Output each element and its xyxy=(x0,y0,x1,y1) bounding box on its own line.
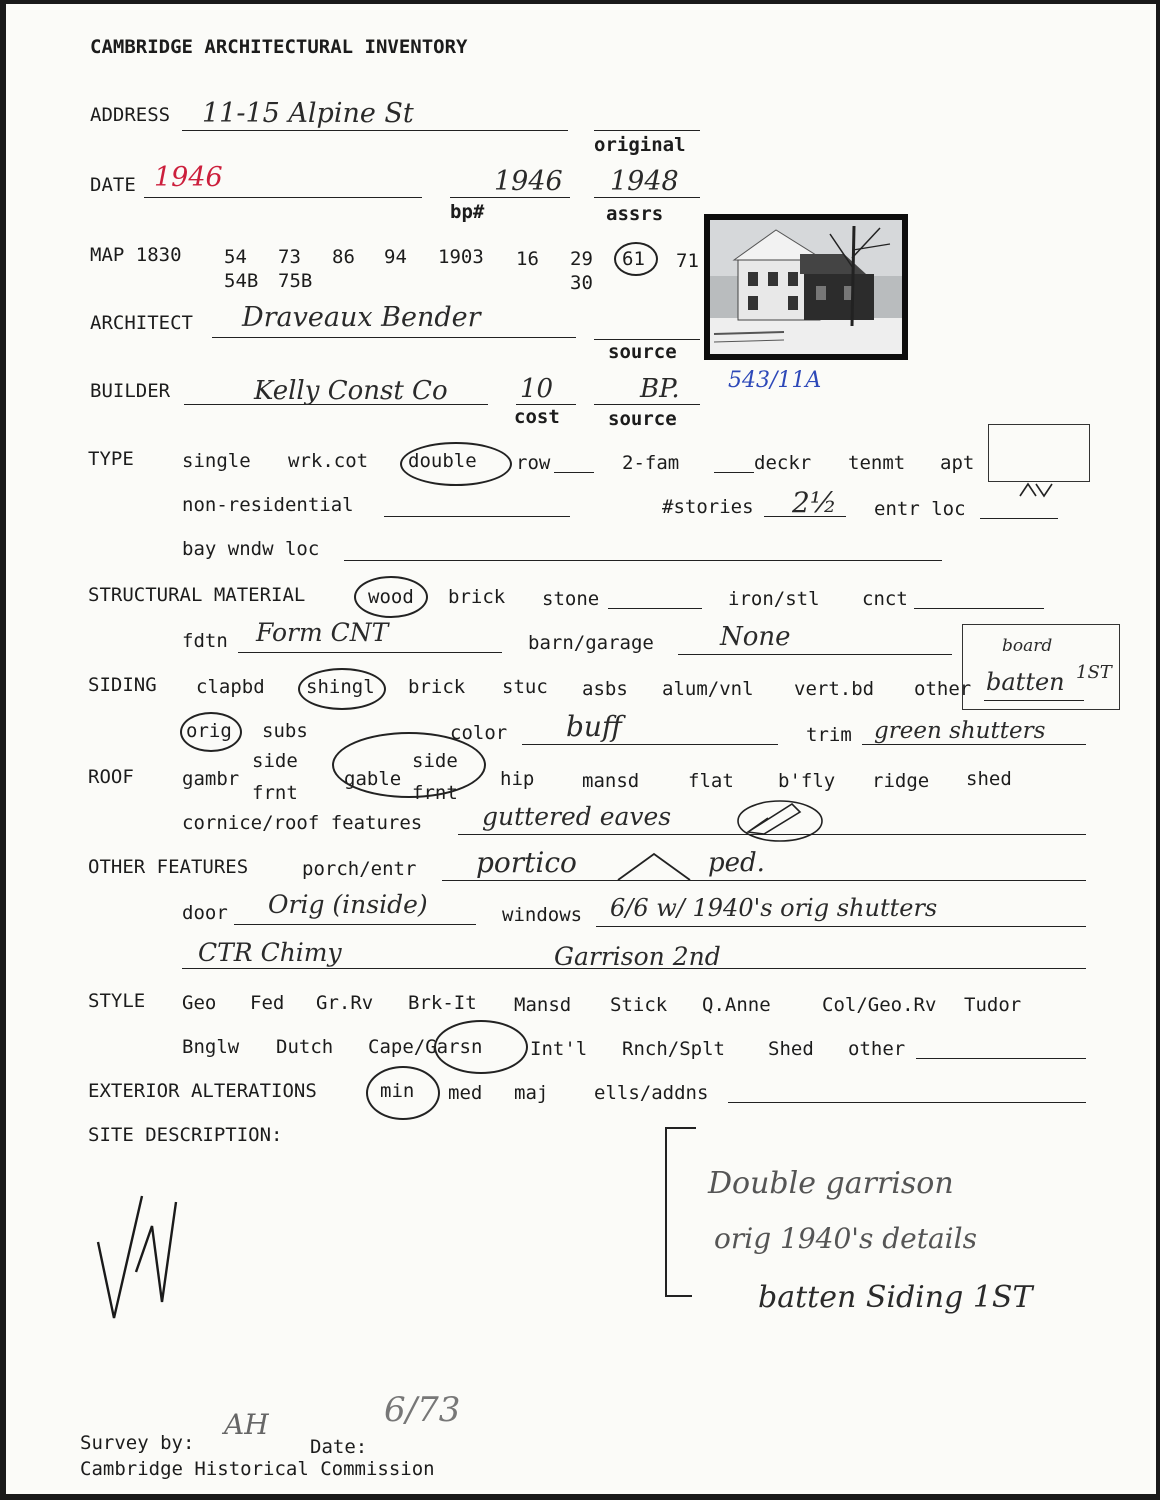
fdtn-line xyxy=(238,652,502,653)
roof-bfly: b'fly xyxy=(778,770,836,792)
site-line-3: batten Siding 1ST xyxy=(758,1280,1033,1315)
wood-circle xyxy=(354,576,428,618)
color-label: color xyxy=(450,722,508,744)
structural-wood: wood xyxy=(368,586,414,608)
porch-line xyxy=(442,880,1086,881)
windows-label: windows xyxy=(502,904,583,926)
form-title: CAMBRIDGE ARCHITECTURAL INVENTORY xyxy=(90,36,468,58)
siding-note-top: board xyxy=(1002,636,1053,656)
house-photo-image xyxy=(704,214,908,360)
site-line-1: Double garrison xyxy=(708,1166,954,1201)
shingl-circle xyxy=(298,668,386,710)
entry-marker-icon xyxy=(1016,480,1056,502)
siding-note-floor: 1ST xyxy=(1076,662,1112,683)
cornice-value: guttered eaves xyxy=(482,802,672,831)
roof-mansd: mansd xyxy=(582,770,640,792)
cost-source-line xyxy=(594,404,700,405)
site-label: SITE DESCRIPTION: xyxy=(88,1124,283,1146)
type-wrkcot: wrk.cot xyxy=(288,450,369,472)
roof-gambr: gambr xyxy=(182,768,240,790)
alt-maj: maj xyxy=(514,1082,549,1104)
photo-ref: 543/11A xyxy=(728,368,822,393)
style-cape: Cape/Garsn xyxy=(368,1036,483,1058)
color-line xyxy=(522,744,778,745)
style-dutch: Dutch xyxy=(276,1036,334,1058)
siding-brick: brick xyxy=(408,676,466,698)
windows-line xyxy=(596,926,1086,927)
roof-shed: shed xyxy=(966,768,1012,790)
siding-shingl: shingl xyxy=(306,676,375,698)
architect-source-label: source xyxy=(608,341,677,363)
map-10: 54B xyxy=(224,270,259,292)
roof-label: ROOF xyxy=(88,766,134,788)
alt-ells: ells/addns xyxy=(594,1082,709,1104)
map-11: 75B xyxy=(278,270,313,292)
cost-label: cost xyxy=(514,406,560,428)
type-deckr: deckr xyxy=(754,452,812,474)
map-7: 29 xyxy=(570,248,593,270)
min-circle xyxy=(366,1066,440,1120)
map-2: 73 xyxy=(278,246,301,268)
door-line xyxy=(234,924,476,925)
style-fed: Fed xyxy=(250,992,285,1014)
door-value: Orig (inside) xyxy=(268,890,428,919)
bay-label: bay wndw loc xyxy=(182,538,320,560)
original-label: original xyxy=(594,134,686,156)
barn-line xyxy=(678,654,952,655)
fdtn-value: Form CNT xyxy=(256,618,389,647)
cost-value: 10 xyxy=(520,374,554,404)
inventory-form xyxy=(6,4,1156,1494)
original-overline xyxy=(594,130,700,131)
roof-flat: flat xyxy=(688,770,734,792)
roof-gable: gable xyxy=(344,768,402,790)
roof-gambr-side: side xyxy=(252,750,298,772)
siding-other: other xyxy=(914,678,972,700)
porch-value-2: ped. xyxy=(708,848,765,878)
map-5: 1903 xyxy=(438,246,484,268)
map-label: MAP 1830 xyxy=(90,244,182,266)
stories-label: #stories xyxy=(662,496,754,518)
siding-alum: alum/vnl xyxy=(662,678,754,700)
type-2fam: 2-fam xyxy=(622,452,680,474)
date-label: DATE xyxy=(90,174,136,196)
deckr-line xyxy=(714,472,754,473)
commission-name: Cambridge Historical Commission xyxy=(80,1458,435,1480)
siding-note-main: batten xyxy=(986,668,1065,696)
cornice-label: cornice/roof features xyxy=(182,812,423,834)
check-mark-icon xyxy=(92,1190,182,1326)
style-qanne: Q.Anne xyxy=(702,994,771,1016)
architect-label: ARCHITECT xyxy=(90,312,193,334)
row-line xyxy=(554,472,594,473)
survey-date-value: 6/73 xyxy=(384,1390,461,1430)
pediment-sketch-icon xyxy=(614,848,694,884)
map-12: 30 xyxy=(570,272,593,294)
cost-line xyxy=(516,404,576,405)
bay-line xyxy=(344,560,942,561)
color-value: buff xyxy=(566,710,622,743)
assrs-line xyxy=(594,197,700,198)
roof-gambr-frnt: frnt xyxy=(252,782,298,804)
siding-asbs: asbs xyxy=(582,678,628,700)
style-intl: Int'l xyxy=(530,1038,588,1060)
orig-label: orig xyxy=(186,720,232,742)
nonres-line xyxy=(384,516,570,517)
date-value: 1946 xyxy=(154,162,223,193)
subs-label: subs xyxy=(262,720,308,742)
roof-gable-frnt: frnt xyxy=(412,782,458,804)
map-4: 94 xyxy=(384,246,407,268)
type-double: double xyxy=(408,450,477,472)
alt-med: med xyxy=(448,1082,483,1104)
roof-sketch-icon xyxy=(734,796,826,846)
structural-cnct: cnct xyxy=(862,588,908,610)
cnct-line xyxy=(914,608,1044,609)
windows-value: 6/6 w/ 1940's orig shutters xyxy=(610,894,938,922)
style-label: STYLE xyxy=(88,990,146,1012)
alt-min: min xyxy=(380,1080,415,1102)
siding-clapbd: clapbd xyxy=(196,676,265,698)
nonres-label: non-residential xyxy=(182,494,354,516)
architect-source-line xyxy=(594,339,700,340)
entr-loc-label: entr loc xyxy=(874,498,966,520)
cost-source-label: source xyxy=(608,408,677,430)
style-stick: Stick xyxy=(610,994,668,1016)
stone-line xyxy=(608,608,702,609)
assrs-label: assrs xyxy=(606,203,664,225)
map-1: 54 xyxy=(224,246,247,268)
bp-value: 1946 xyxy=(494,166,563,197)
style-other: other xyxy=(848,1038,906,1060)
siding-stuc: stuc xyxy=(502,676,548,698)
barn-value: None xyxy=(720,622,791,652)
style-shed: Shed xyxy=(768,1038,814,1060)
other-features-label: OTHER FEATURES xyxy=(88,856,249,878)
architect-line xyxy=(212,337,576,338)
structural-label: STRUCTURAL MATERIAL xyxy=(88,584,306,606)
structural-iron: iron/stl xyxy=(728,588,820,610)
alt-ells-line xyxy=(728,1102,1086,1103)
siding-label: SIDING xyxy=(88,674,157,696)
site-bracket xyxy=(660,1124,700,1304)
style-bnglw: Bnglw xyxy=(182,1036,240,1058)
type-apt: apt xyxy=(940,452,975,474)
date-line xyxy=(144,197,422,198)
porch-value: portico xyxy=(476,846,577,879)
address-label: ADDRESS xyxy=(90,104,171,126)
porch-label: porch/entr xyxy=(302,858,417,880)
survey-by-value: AH xyxy=(224,1408,269,1441)
site-line-2: orig 1940's details xyxy=(714,1222,977,1255)
type-label: TYPE xyxy=(88,448,134,470)
style-brkit: Brk-It xyxy=(408,992,477,1014)
address-line xyxy=(182,130,568,131)
bp-line xyxy=(450,197,570,198)
style-geo: Geo xyxy=(182,992,217,1014)
door-label: door xyxy=(182,902,228,924)
roof-gable-side: side xyxy=(412,750,458,772)
address-value: 11-15 Alpine St xyxy=(202,98,414,129)
barn-label: barn/garage xyxy=(528,632,654,654)
builder-value: Kelly Const Co xyxy=(254,376,448,406)
type-single: single xyxy=(182,450,251,472)
roof-ridge: ridge xyxy=(872,770,930,792)
entr-loc-line xyxy=(980,518,1058,519)
bp-label: bp# xyxy=(450,201,485,223)
house-photo xyxy=(704,214,908,360)
structural-brick: brick xyxy=(448,586,506,608)
style-colgeo: Col/Geo.Rv xyxy=(822,994,937,1016)
trim-line xyxy=(862,744,1086,745)
type-double-circle xyxy=(400,442,512,486)
builder-label: BUILDER xyxy=(90,380,171,402)
gable-side-circle xyxy=(332,732,486,798)
door-value-2: CTR Chimy xyxy=(198,938,342,967)
assrs-value: 1948 xyxy=(610,166,679,197)
garsn-circle xyxy=(434,1020,528,1074)
survey-by-label: Survey by: xyxy=(80,1432,195,1454)
stories-value: 2½ xyxy=(792,486,837,519)
map-9: 71 xyxy=(676,250,699,272)
style-mansd: Mansd xyxy=(514,994,572,1016)
map-6: 16 xyxy=(516,248,539,270)
siding-vert: vert.bd xyxy=(794,678,875,700)
type-tenmt: tenmt xyxy=(848,452,906,474)
structural-stone: stone xyxy=(542,588,600,610)
type-row: row xyxy=(516,452,551,474)
windows-value-2: Garrison 2nd xyxy=(554,942,721,971)
map-8: 61 xyxy=(622,248,645,270)
roof-hip: hip xyxy=(500,768,535,790)
trim-label: trim xyxy=(806,724,852,746)
entry-sketch-box xyxy=(988,424,1090,482)
style-rnch: Rnch/Splt xyxy=(622,1038,725,1060)
map-61-circle xyxy=(614,242,658,276)
date2-label: Date: xyxy=(310,1436,368,1458)
fdtn-label: fdtn xyxy=(182,630,228,652)
cost-source-value: BP. xyxy=(640,374,680,404)
orig-circle xyxy=(180,712,242,752)
trim-value: green shutters xyxy=(874,718,1046,744)
map-3: 86 xyxy=(332,246,355,268)
style-grrv: Gr.Rv xyxy=(316,992,374,1014)
architect-value: Draveaux Bender xyxy=(242,302,481,333)
alterations-label: EXTERIOR ALTERATIONS xyxy=(88,1080,317,1102)
style-tudor: Tudor xyxy=(964,994,1022,1016)
style-other-line xyxy=(916,1058,1086,1059)
